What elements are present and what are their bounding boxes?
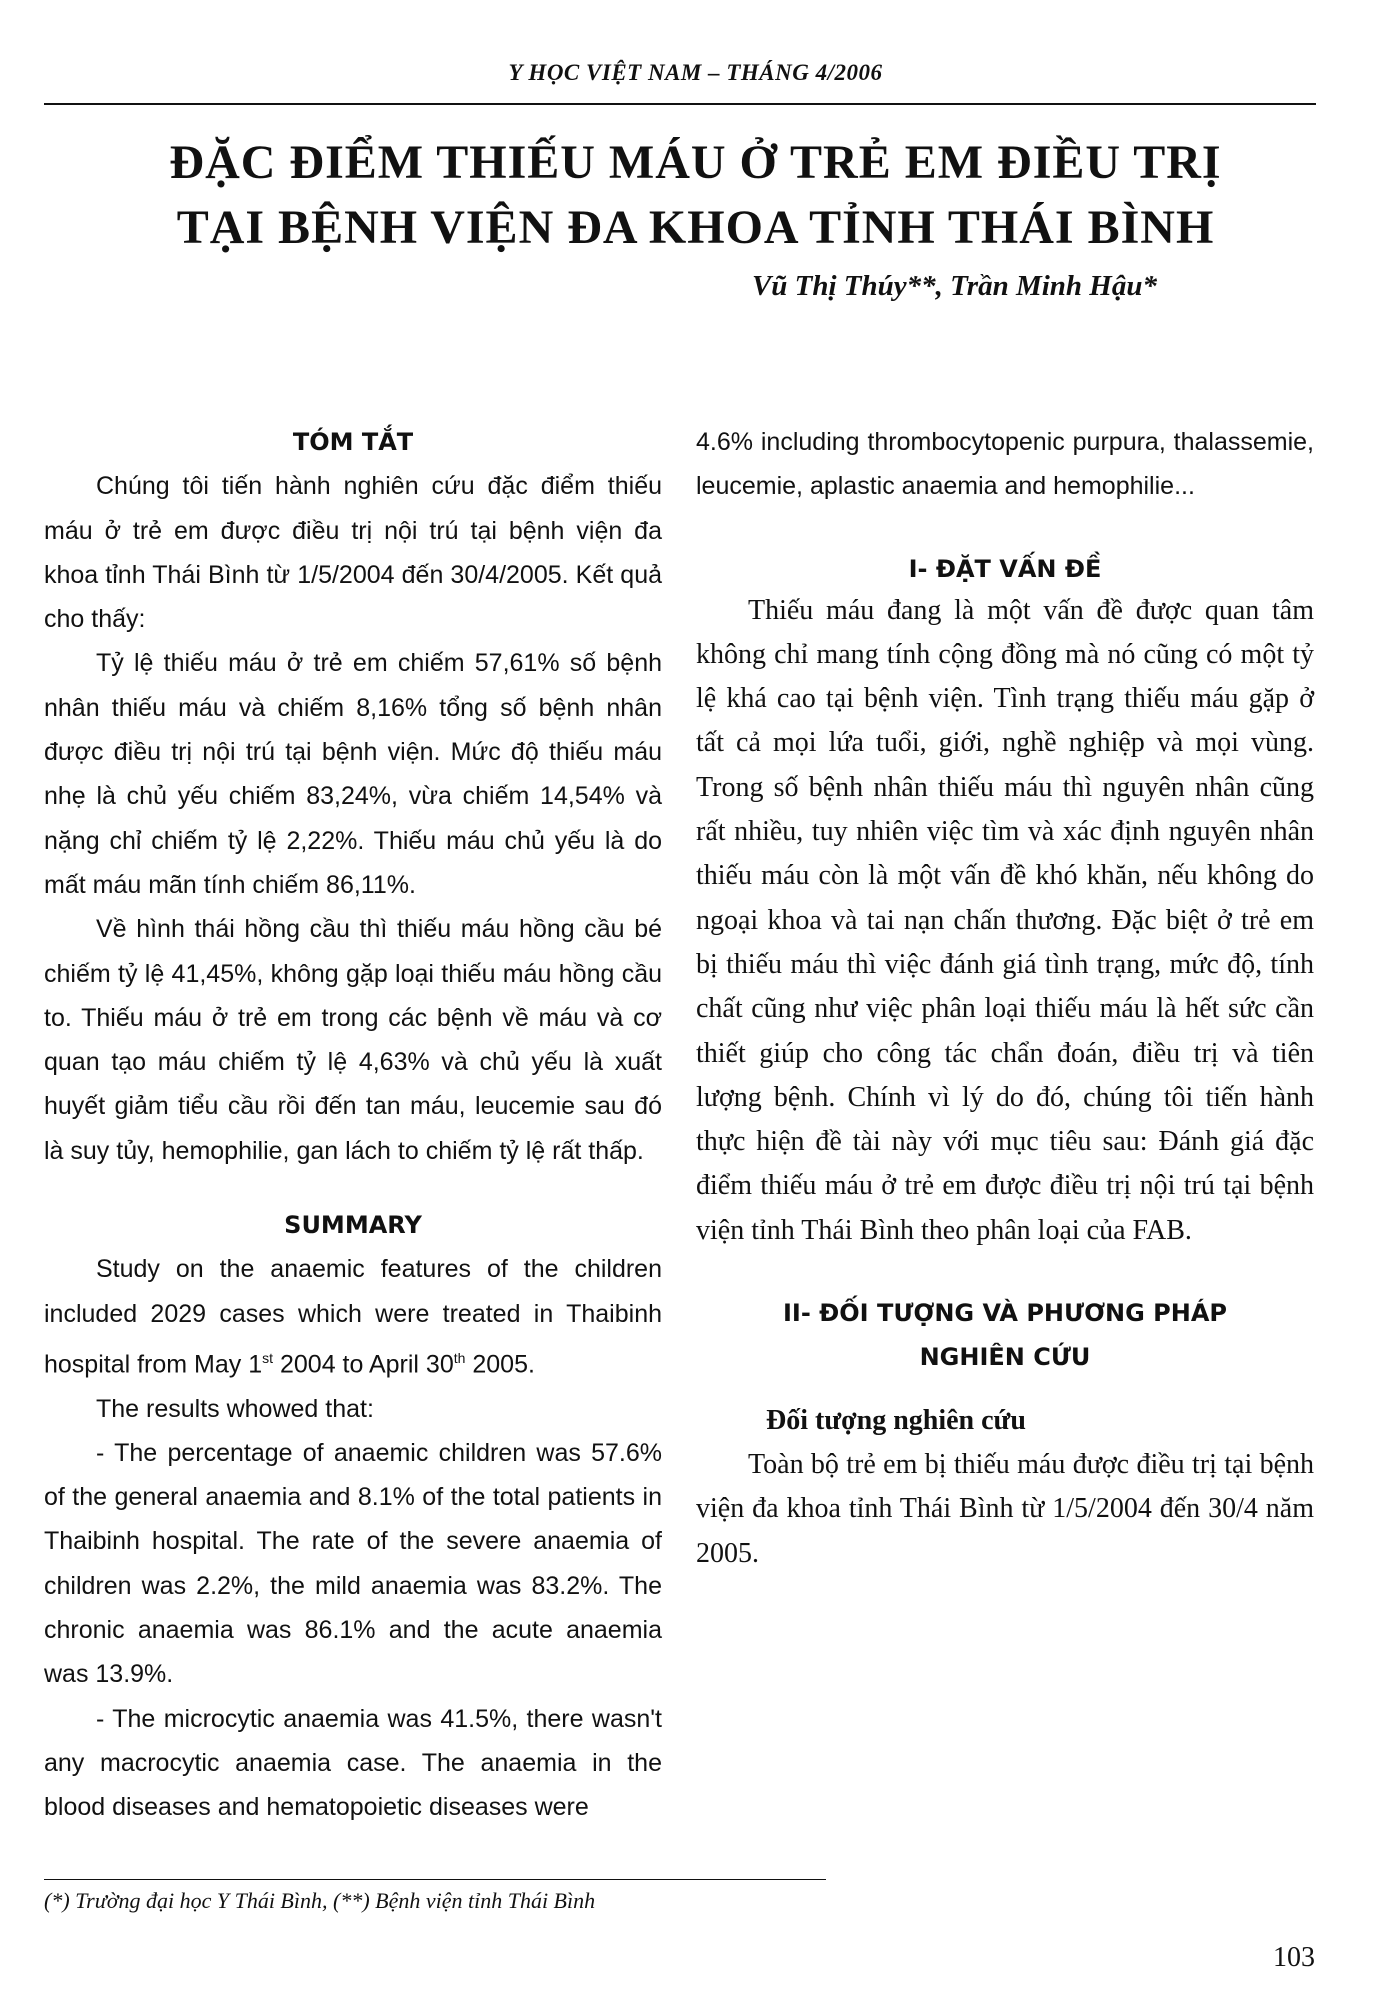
footnote: (*) Trường đại học Y Thái Bình, (**) Bệnh viện tỉnh Thái Bình [44, 1888, 596, 1913]
section-2-heading-line-1: II- ĐỐI TƯỢNG VÀ PHƯƠNG PHÁP [782, 1299, 1228, 1328]
abstract-heading: TÓM TẮT [292, 428, 414, 456]
title-line-1: ĐẶC ĐIỂM THIẾU MÁU Ở TRẺ EM ĐIỀU TRỊ [169, 136, 1222, 189]
section-2-heading [696, 1291, 1314, 1379]
right-column [696, 420, 1314, 1576]
summary-paragraph-1: Study on the anaemic features of the children included 2029 cases which were treated in Thaibinh hospital from May 1st 2004 to April 30th 2005. [44, 1255, 662, 1379]
abstract-paragraph-3: Về hình thái hồng cầu thì thiếu máu hồng cầu bé chiếm tỷ lệ 41,45%, không gặp loại thiếu máu hồng cầu to. Thiếu máu ở trẻ em trong các bệnh về máu và cơ quan tạo máu chiếm tỷ lệ 4,63% và chủ yếu là xuất huyết giảm tiểu cầu rồi đến tan máu, leucemie sau đó là suy tủy, hemophilie, gan lách to chiếm tỷ lệ rất thấp. [44, 915, 662, 1165]
abstract-paragraph-1: Chúng tôi tiến hành nghiên cứu đặc điểm thiếu máu ở trẻ em được điều trị nội trú tại bệnh viện đa khoa tỉnh Thái Bình từ 1/5/2004 đến 30/4/2005. Kết quả cho thấy: [44, 472, 662, 634]
summary-paragraph-3: - The percentage of anaemic children was 57.6% of the general anaemia and 8.1% of the total patients in Thaibinh hospital. The rate of the severe anaemia of children was 2.2%, the mild anaemia was 83.2%. The chronic anaemia was 86.1% and the acute anaemia was 13.9%. [44, 1438, 662, 1689]
article-title [0, 130, 1391, 260]
journal-header: Y HỌC VIỆT NAM – THÁNG 4/2006 [508, 60, 883, 85]
footnote-rule [44, 1879, 826, 1880]
abstract-paragraph-2: Tỷ lệ thiếu máu ở trẻ em chiếm 57,61% số bệnh nhân thiếu máu và chiếm 8,16% tổng số bệnh nhân được điều trị nội trú tại bệnh viện. Mức độ thiếu máu nhẹ là chủ yếu chiếm 83,24%, vừa chiếm 14,54% và nặng chỉ chiếm tỷ lệ 2,22%. Thiếu máu chủ yếu là do mất máu mãn tính chiếm 86,11%. [44, 649, 662, 899]
title-line-2: TẠI BỆNH VIỆN ĐA KHOA TỈNH THÁI BÌNH [176, 201, 1215, 254]
section-2-subheading: Đối tượng nghiên cứu [766, 1405, 1026, 1437]
section-1-heading: I- ĐẶT VẤN ĐỀ [908, 554, 1102, 583]
authors: Vũ Thị Thúy**, Trần Minh Hậu* [751, 270, 1157, 302]
section-1-paragraph: Thiếu máu đang là một vấn đề được quan tâm không chỉ mang tính cộng đồng mà nó cũng có một tỷ lệ khá cao tại bệnh viện. Tình trạng thiếu máu gặp ở tất cả mọi lứa tuổi, giới, nghề nghiệp và mọi vùng. Trong số bệnh nhân thiếu máu thì nguyên nhân cũng rất nhiều, tuy nhiên việc tìm và xác định nguyên nhân thiếu máu còn là một vấn đề khó khăn, nếu không do ngoại khoa và tai nạn chấn thương. Đặc biệt ở trẻ em bị thiếu máu thì việc đánh giá tình trạng, mức độ, tính chất cũng như việc phân loại thiếu máu là hết sức cần thiết giúp cho công tác chẩn đoán, điều trị và tiên lượng bệnh. Chính vì lý do đó, chúng tôi tiến hành thực hiện đề tài này với mục tiêu sau: Đánh giá đặc điểm thiếu máu ở trẻ em được điều trị nội trú tại bệnh viện tỉnh Thái Bình theo phân loại của FAB. [696, 594, 1314, 1246]
summary-paragraph-4: - The microcytic anaemia was 41.5%, there wasn't any macrocytic anaemia case. The anaemia in the blood diseases and hematopoietic diseases were [44, 1704, 662, 1822]
summary-heading: SUMMARY [284, 1211, 422, 1240]
left-column [44, 420, 662, 1830]
page-number: 103 [1273, 1942, 1315, 1973]
section-2-paragraph: Toàn bộ trẻ em bị thiếu máu được điều trị tại bệnh viện đa khoa tỉnh Thái Bình từ 1/5/2004 đến 30/4 năm 2005. [696, 1449, 1314, 1569]
summary-paragraph-4-continued: 4.6% including thrombocytopenic purpura, thalassemie, leucemie, aplastic anaemia and hemophilie... [696, 428, 1314, 501]
section-2-heading-line-2: NGHIÊN CỨU [919, 1343, 1091, 1372]
summary-paragraph-2: The results whowed that: [96, 1394, 374, 1423]
header-rule [44, 103, 1316, 105]
